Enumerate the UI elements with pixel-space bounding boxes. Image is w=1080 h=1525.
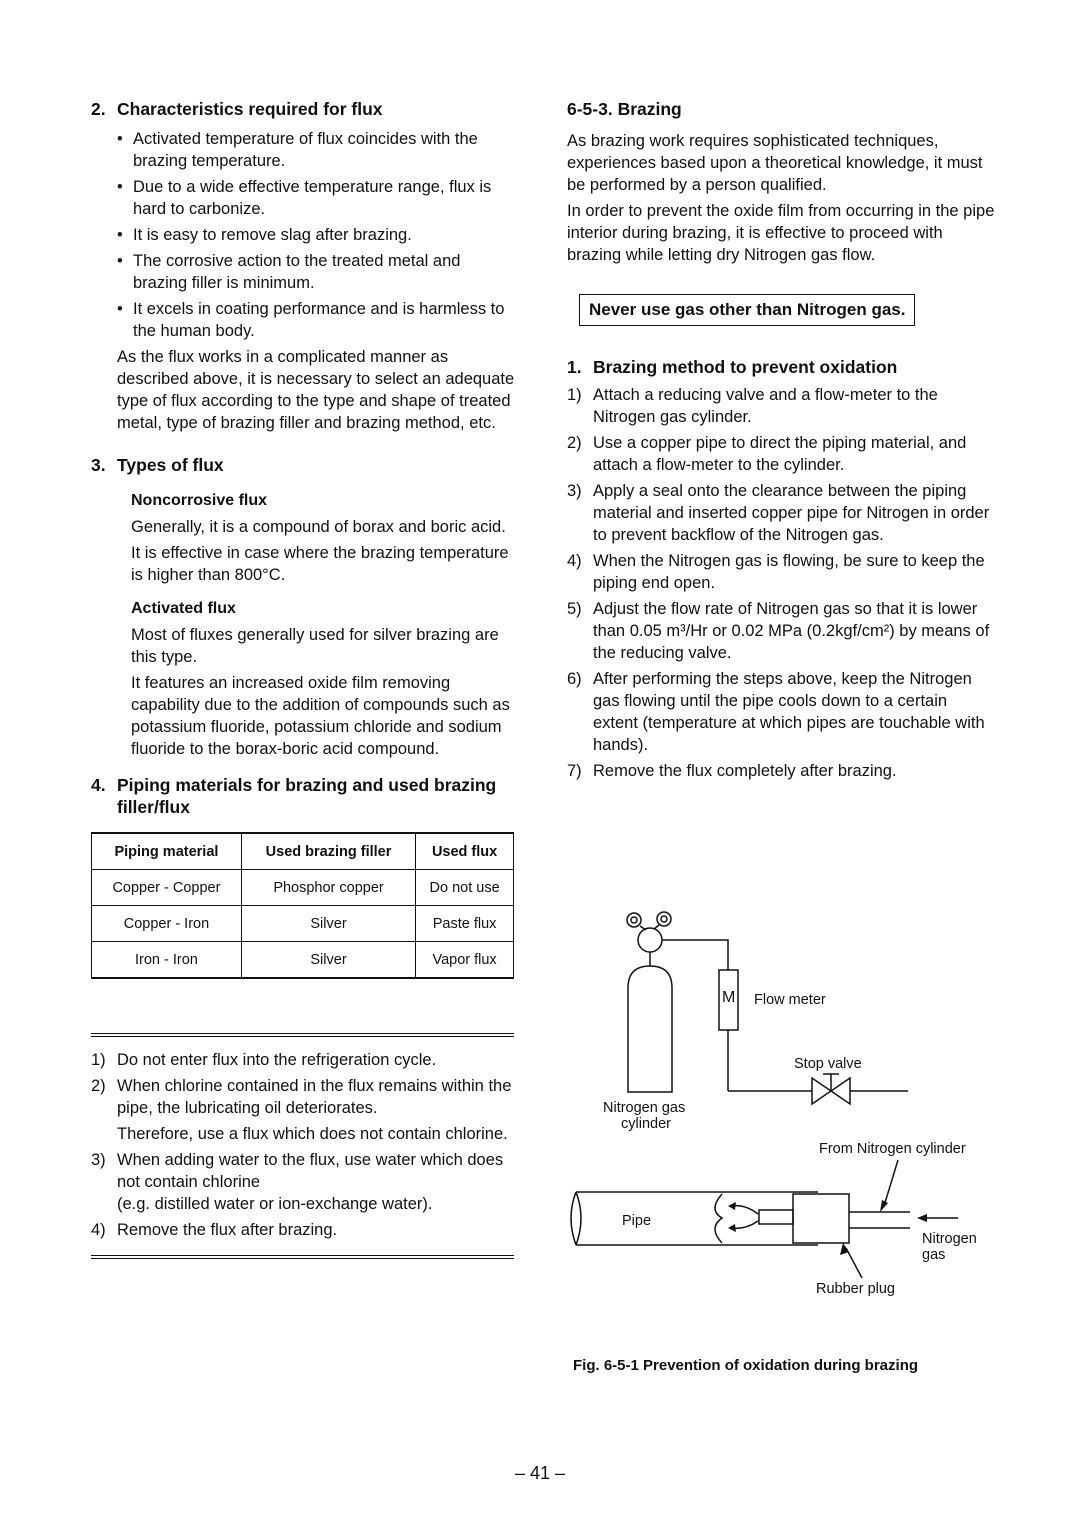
method-number: 1.: [567, 357, 582, 377]
list-item: [91, 1219, 514, 1241]
list-item: • Activated temperature of flux coincides with the brazing temperature.: [117, 128, 516, 172]
list-item: [567, 598, 995, 664]
step-number: 4): [567, 552, 582, 570]
step-number: 2): [567, 434, 582, 452]
step-number: 7): [567, 762, 582, 780]
reducing-valve-icon: [638, 928, 662, 952]
flux-characteristics-list: [117, 128, 516, 342]
method-heading: [567, 356, 995, 378]
section-3-title: Types of flux: [117, 455, 224, 475]
m-label: M: [722, 989, 736, 1006]
brazing-paragraph-1: As brazing work requires sophisticated techniques, experiences based upon a theoretical knowledge, it must be performed by a person qualified.: [567, 132, 983, 194]
list-item: [91, 1149, 514, 1193]
list-item: [91, 1049, 514, 1071]
note-text: When chlorine contained in the flux remains within the pipe, the lubricating oil deteriorates.: [117, 1077, 512, 1117]
table-header-row: [92, 833, 514, 870]
flux-table: [91, 832, 514, 979]
table-cell: Iron - Iron: [92, 942, 242, 979]
table-cell: Silver: [241, 906, 415, 942]
table-cell: Phosphor copper: [241, 870, 415, 906]
figure-caption: Fig. 6-5-1 Prevention of oxidation during brazing: [573, 1357, 919, 1374]
note-text: Remove the flux after brazing.: [117, 1221, 338, 1239]
brazing-paragraph-2: In order to prevent the oxide film from occurring in the pipe interior during brazing, it is effective to proceed with brazing while letting dry Nitrogen gas flow.: [567, 202, 995, 264]
brazing-section-title: 6-5-3. Brazing: [567, 99, 682, 119]
left-column: [91, 98, 516, 1259]
table-cell: Copper - Copper: [92, 870, 242, 906]
stop-valve-label: Stop valve: [794, 1056, 862, 1072]
note-continuation: Therefore, use a flux which does not contain chlorine.: [117, 1125, 508, 1143]
flux-selection-paragraph: As the flux works in a complicated manner as described above, it is necessary to select an adequate type of flux according to the type and shape of treated metal, type of brazing filler and brazing method, etc.: [117, 348, 515, 432]
nitrogen-gas-label-line-2: gas: [922, 1247, 946, 1263]
table-cell: Copper - Iron: [92, 906, 242, 942]
section-3-heading: [91, 454, 516, 476]
table-row: [92, 942, 514, 979]
list-item: • The corrosive action to the treated metal and brazing filler is minimum.: [117, 250, 516, 294]
list-item: • Due to a wide effective temperature range, flux is hard to carbonize.: [117, 176, 516, 220]
step-number: 5): [567, 600, 582, 618]
list-item: [567, 432, 995, 476]
pressure-gauge-icon: [627, 913, 641, 927]
section-2-number: 2.: [91, 99, 106, 119]
step-text: Apply a seal onto the clearance between the piping material and inserted copper pipe for Nitrogen in order to prevent backflow of the Nitrogen gas.: [593, 482, 990, 544]
brazing-steps-list: [567, 384, 995, 782]
notes-top-rule: [91, 1033, 514, 1037]
step-text: Adjust the flow rate of Nitrogen gas so that it is lower than 0.05 m³/Hr or 0.02 MPa (0.2kgf/cm²) by means of the reducing valve.: [593, 600, 990, 662]
noncorrosive-paragraph-2: It is effective in case where the brazing temperature is higher than 800°C.: [131, 544, 509, 584]
notes-list: [91, 1049, 514, 1241]
pipe-label: Pipe: [622, 1213, 652, 1229]
note-text: When adding water to the flux, use water which does not contain chlorine: [117, 1151, 504, 1191]
flow-meter-label: Flow meter: [754, 992, 826, 1008]
list-item: [91, 1075, 514, 1119]
section-3-number: 3.: [91, 455, 106, 475]
inserted-copper-pipe: [759, 1210, 793, 1224]
list-item: • It is easy to remove slag after brazing.: [117, 224, 516, 246]
nitrogen-cylinder-icon: [628, 966, 672, 1092]
list-item: [567, 384, 995, 428]
nitrogen-gas-label-line-1: Nitrogen: [922, 1231, 977, 1247]
list-item: • It excels in coating performance and is harmless to the human body.: [117, 298, 516, 342]
step-text: Use a copper pipe to direct the piping material, and attach a flow-meter to the cylinder.: [593, 434, 967, 474]
note-number: 4): [91, 1221, 106, 1239]
table-cell: Silver: [241, 942, 415, 979]
step-number: 6): [567, 670, 582, 688]
cylinder-label-line-1: Nitrogen gas: [603, 1100, 686, 1116]
table-header-cell: Used brazing filler: [241, 833, 415, 870]
nitrogen-warning-box: Never use gas other than Nitrogen gas.: [579, 294, 915, 326]
section-4-title: Piping materials for brazing and used brazing filler/flux: [117, 775, 497, 817]
table-cell: Vapor flux: [416, 942, 514, 979]
activated-paragraph-2: It features an increased oxide film removing capability due to the addition of compounds such as potassium fluoride, potassium chloride and sodium fluoride to the borax-boric acid compound.: [131, 674, 510, 758]
note-number: 1): [91, 1051, 106, 1069]
activated-flux-heading: Activated flux: [131, 600, 236, 617]
activated-paragraph-1: Most of fluxes generally used for silver brazing are this type.: [131, 626, 499, 666]
table-row: [92, 906, 514, 942]
rubber-plug-icon: [793, 1194, 849, 1243]
noncorrosive-paragraph-1: Generally, it is a compound of borax and boric acid.: [131, 518, 506, 536]
list-item: [567, 668, 995, 756]
noncorrosive-flux-heading: Noncorrosive flux: [131, 492, 268, 509]
list-item: [567, 760, 995, 782]
nitrogen-brazing-diagram: [560, 900, 1000, 1320]
list-item: [567, 550, 995, 594]
step-number: 1): [567, 386, 582, 404]
section-4-heading: [91, 774, 516, 818]
right-column: [567, 98, 995, 786]
step-text: When the Nitrogen gas is flowing, be sure to keep the piping end open.: [593, 552, 985, 592]
table-header-cell: Piping material: [92, 833, 242, 870]
note-number: 2): [91, 1077, 106, 1095]
list-item: [567, 480, 995, 546]
section-4-number: 4.: [91, 775, 106, 795]
section-2-title: Characteristics required for flux: [117, 99, 383, 119]
method-title: Brazing method to prevent oxidation: [593, 357, 898, 377]
step-number: 3): [567, 482, 582, 500]
step-text: After performing the steps above, keep the Nitrogen gas flowing until the pipe cools down to a certain extent (temperature at which pipes are touchable with hands).: [593, 670, 985, 754]
note-continuation: (e.g. distilled water or ion-exchange water).: [117, 1195, 433, 1213]
rubber-plug-label: Rubber plug: [816, 1281, 895, 1297]
page-number: – 41 –: [514, 1463, 566, 1483]
step-text: Remove the flux completely after brazing.: [593, 762, 897, 780]
table-cell: Do not use: [416, 870, 514, 906]
note-text: Do not enter flux into the refrigeration cycle.: [117, 1051, 437, 1069]
notes-bottom-rule: [91, 1255, 514, 1259]
step-text: Attach a reducing valve and a flow-meter to the Nitrogen gas cylinder.: [593, 386, 938, 426]
cylinder-label-line-2: cylinder: [621, 1116, 671, 1132]
from-cylinder-label: From Nitrogen cylinder: [819, 1141, 966, 1157]
table-row: [92, 870, 514, 906]
table-header-cell: Used flux: [416, 833, 514, 870]
pressure-gauge-icon: [657, 912, 671, 926]
note-number: 3): [91, 1151, 106, 1169]
table-cell: Paste flux: [416, 906, 514, 942]
section-2-heading: [91, 98, 516, 120]
